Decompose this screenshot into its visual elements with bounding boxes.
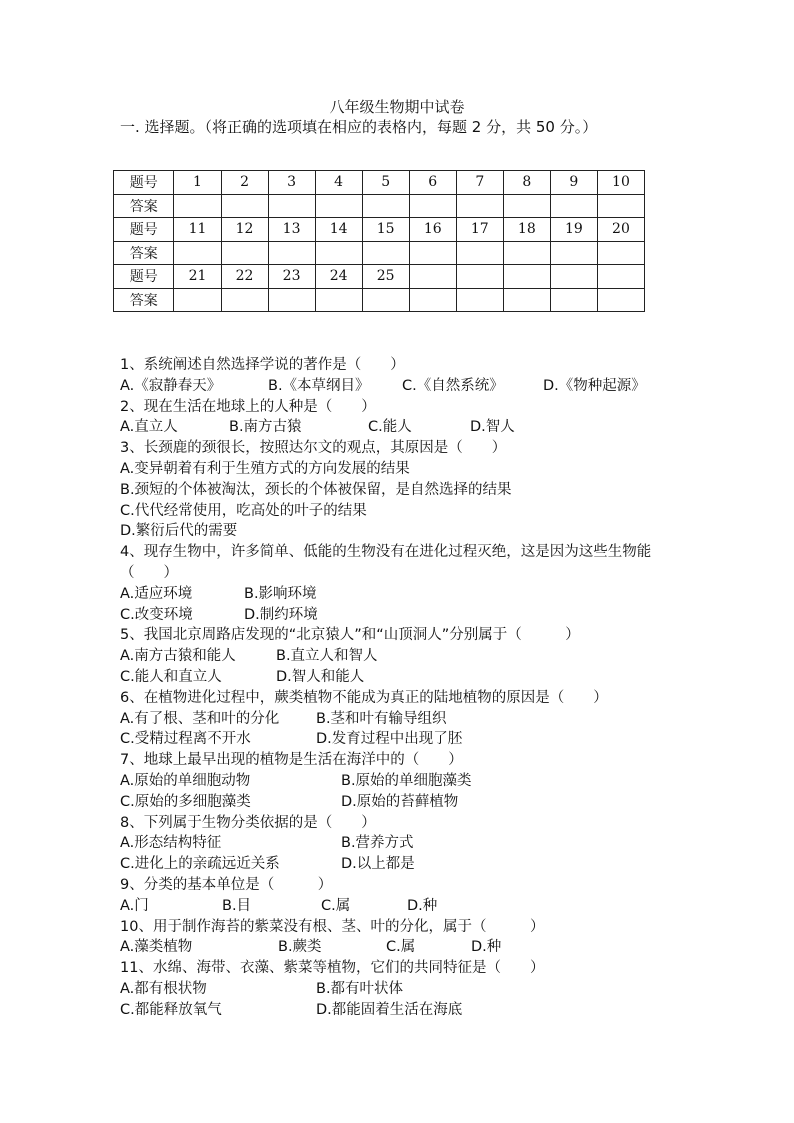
answer-option[interactable]: B.颈短的个体被淘汰，颈长的个体被保留，是自然选择的结果 <box>120 481 512 498</box>
question-number-cell: 6 <box>409 171 456 195</box>
answer-cell[interactable] <box>597 194 644 218</box>
question-number-cell: 14 <box>315 218 362 242</box>
answer-option[interactable]: B.《本草纲目》 <box>268 377 370 394</box>
answer-option[interactable]: C.属 <box>321 897 351 914</box>
answer-option[interactable]: A.都有根状物 <box>120 980 207 997</box>
option-row <box>120 896 700 917</box>
option-row <box>120 605 700 626</box>
answer-cell[interactable] <box>315 241 362 265</box>
question-item <box>120 542 700 625</box>
answer-option[interactable]: C.进化上的亲疏远近关系 <box>120 856 280 873</box>
option-row <box>120 667 700 688</box>
number-row <box>114 171 645 195</box>
answer-option[interactable]: A.有了根、茎和叶的分化 <box>120 710 280 727</box>
question-item <box>120 813 700 875</box>
question-number-cell: 18 <box>503 218 550 242</box>
option-row <box>120 854 700 875</box>
answer-cell[interactable] <box>503 194 550 218</box>
answer-option[interactable]: C.能人 <box>368 419 412 436</box>
question-number-cell <box>550 265 597 289</box>
answer-option[interactable]: D.发育过程中出现了胚 <box>316 731 463 748</box>
answer-cell[interactable] <box>456 194 503 218</box>
question-number-cell <box>409 265 456 289</box>
answer-cell[interactable] <box>503 288 550 312</box>
option-row <box>120 501 700 522</box>
answer-cell[interactable] <box>550 288 597 312</box>
question-stem: 1、系统阐述自然选择学说的著作是（ ） <box>120 357 405 373</box>
answer-cell[interactable] <box>221 194 268 218</box>
number-row <box>114 218 645 242</box>
question-stem: 10、用于制作海苔的紫菜没有根、茎、叶的分化，属于（ ） <box>120 918 545 935</box>
question-item <box>120 625 700 687</box>
question-item <box>120 438 700 542</box>
option-row <box>120 792 700 813</box>
question-number-cell: 4 <box>315 171 362 195</box>
option-row <box>120 1000 700 1021</box>
option-row <box>120 646 700 667</box>
question-number-cell: 7 <box>456 171 503 195</box>
question-number-cell: 10 <box>597 171 644 195</box>
question-list <box>120 355 700 1021</box>
answer-option[interactable]: D.种 <box>407 897 438 914</box>
row-label-answer: 答案 <box>114 194 174 218</box>
option-row <box>120 833 700 854</box>
answer-cell[interactable] <box>456 241 503 265</box>
answer-option[interactable]: A.适应环境 <box>120 585 193 602</box>
question-number-cell: 23 <box>268 265 315 289</box>
question-number-cell: 11 <box>174 218 221 242</box>
answer-option[interactable]: C.《自然系统》 <box>402 377 504 394</box>
answer-option[interactable]: C.改变环境 <box>120 606 193 623</box>
answer-cell[interactable] <box>597 288 644 312</box>
answer-option[interactable]: B.茎和叶有输导组织 <box>316 710 447 727</box>
answer-cell[interactable] <box>315 194 362 218</box>
row-label-answer: 答案 <box>114 241 174 265</box>
question-number-cell <box>503 265 550 289</box>
answer-option[interactable]: A.形态结构特征 <box>120 835 222 852</box>
answer-option[interactable]: D.种 <box>471 939 502 956</box>
answer-option[interactable]: A.门 <box>120 897 149 914</box>
answer-option[interactable]: D.都能固着生活在海底 <box>316 1001 463 1018</box>
question-number-cell: 5 <box>362 171 409 195</box>
answer-option[interactable]: A.直立人 <box>120 419 178 436</box>
answer-table <box>113 170 645 312</box>
answer-cell[interactable] <box>362 241 409 265</box>
question-stem: 3、长颈鹿的颈很长，按照达尔文的观点，其原因是（ ） <box>120 440 507 457</box>
question-number-cell <box>597 265 644 289</box>
answer-cell[interactable] <box>597 241 644 265</box>
answer-option[interactable]: C.能人和直立人 <box>120 668 222 685</box>
question-number-cell: 13 <box>268 218 315 242</box>
question-number-cell: 1 <box>174 171 221 195</box>
exam-title: 八年级生物期中试卷 <box>329 98 465 116</box>
answer-option[interactable]: C.受精过程离不开水 <box>120 731 251 748</box>
option-row <box>120 979 700 1000</box>
answer-cell[interactable] <box>315 288 362 312</box>
question-item <box>120 397 700 439</box>
question-number-cell: 9 <box>550 171 597 195</box>
row-label-answer: 答案 <box>114 288 174 312</box>
section-heading: 一. 选择题。（将正确的选项填在相应的表格内，每题 2 分，共 50 分。） <box>120 118 598 136</box>
answer-cell[interactable] <box>174 241 221 265</box>
answer-option[interactable]: D.以上都是 <box>341 856 415 873</box>
answer-cell[interactable] <box>362 194 409 218</box>
question-stem: 4、现存生物中，许多简单、低能的生物没有在进化过程灭绝，这是因为这些生物能（ ） <box>120 544 652 581</box>
question-number-cell: 20 <box>597 218 644 242</box>
answer-option[interactable]: D.制约环境 <box>244 606 318 623</box>
question-stem: 9、分类的基本单位是（ ） <box>120 876 333 893</box>
question-number-cell: 15 <box>362 218 409 242</box>
answer-option[interactable]: C.原始的多细胞藻类 <box>120 793 251 810</box>
question-item <box>120 917 700 959</box>
option-row <box>120 584 700 605</box>
answer-option[interactable]: C.属 <box>386 939 416 956</box>
answer-option[interactable]: B.营养方式 <box>341 835 414 852</box>
answer-option[interactable]: D.智人 <box>470 419 515 436</box>
question-stem: 7、地球上最早出现的植物是生活在海洋中的（ ） <box>120 752 463 769</box>
question-stem: 2、现在生活在地球上的人种是（ ） <box>120 398 376 415</box>
answer-option[interactable]: B.蕨类 <box>278 939 322 956</box>
option-row <box>120 771 700 792</box>
question-stem: 5、我国北京周路店发现的“北京猿人”和“山顶洞人”分别属于（ ） <box>120 627 580 644</box>
question-number-cell: 2 <box>221 171 268 195</box>
answer-option[interactable]: D.智人和能人 <box>276 668 365 685</box>
answer-option[interactable]: A.藻类植物 <box>120 939 193 956</box>
answer-cell[interactable] <box>174 288 221 312</box>
answer-cell[interactable] <box>550 241 597 265</box>
answer-option[interactable]: D.原始的苔藓植物 <box>341 793 459 810</box>
question-stem: 11、水绵、海带、衣藻、紫菜等植物，它们的共同特征是（ ） <box>120 960 545 977</box>
answer-option[interactable]: C.都能释放氧气 <box>120 1001 222 1018</box>
answer-option[interactable]: D.《物种起源》 <box>543 377 646 394</box>
answer-cell[interactable] <box>221 288 268 312</box>
option-row <box>120 480 700 501</box>
option-row <box>120 459 700 480</box>
option-row <box>120 417 700 438</box>
answer-option[interactable]: B.目 <box>222 897 252 914</box>
answer-row <box>114 241 645 265</box>
answer-cell[interactable] <box>174 194 221 218</box>
row-label-number: 题号 <box>114 171 174 195</box>
answer-cell[interactable] <box>268 194 315 218</box>
question-number-cell: 24 <box>315 265 362 289</box>
answer-cell[interactable] <box>409 241 456 265</box>
option-row <box>120 709 700 730</box>
answer-option[interactable]: A.原始的单细胞动物 <box>120 772 251 789</box>
answer-option[interactable]: B.原始的单细胞藻类 <box>341 772 472 789</box>
question-number-cell: 12 <box>221 218 268 242</box>
answer-cell[interactable] <box>409 194 456 218</box>
answer-cell[interactable] <box>550 194 597 218</box>
answer-cell[interactable] <box>456 288 503 312</box>
answer-cell[interactable] <box>362 288 409 312</box>
question-number-cell: 21 <box>174 265 221 289</box>
question-number-cell: 16 <box>409 218 456 242</box>
answer-cell[interactable] <box>268 288 315 312</box>
question-number-cell: 8 <box>503 171 550 195</box>
answer-option[interactable]: A.变异朝着有利于生殖方式的方向发展的结果 <box>120 460 410 477</box>
question-number-cell: 19 <box>550 218 597 242</box>
number-row <box>114 265 645 289</box>
answer-option[interactable]: B.直立人和智人 <box>276 648 378 665</box>
question-number-cell: 25 <box>362 265 409 289</box>
question-number-cell <box>456 265 503 289</box>
answer-option[interactable]: C.代代经常使用，吃高处的叶子的结果 <box>120 502 367 519</box>
answer-row <box>114 194 645 218</box>
question-item <box>120 958 700 1020</box>
question-number-cell: 3 <box>268 171 315 195</box>
question-item <box>120 875 700 917</box>
row-label-number: 题号 <box>114 218 174 242</box>
answer-cell[interactable] <box>409 288 456 312</box>
answer-option[interactable]: B.南方古猿 <box>229 419 302 436</box>
option-row <box>120 521 700 542</box>
option-row <box>120 937 700 958</box>
answer-option[interactable]: B.都有叶状体 <box>316 980 404 997</box>
answer-option[interactable]: A.南方古猿和能人 <box>120 648 236 665</box>
row-label-number: 题号 <box>114 265 174 289</box>
answer-option[interactable]: A.《寂静春天》 <box>120 377 222 394</box>
question-number-cell: 22 <box>221 265 268 289</box>
answer-cell[interactable] <box>221 241 268 265</box>
answer-cell[interactable] <box>503 241 550 265</box>
question-stem: 8、下列属于生物分类依据的是（ ） <box>120 814 376 831</box>
answer-row <box>114 288 645 312</box>
question-item <box>120 750 700 812</box>
answer-cell[interactable] <box>268 241 315 265</box>
option-row <box>120 376 700 397</box>
option-row <box>120 729 700 750</box>
answer-option[interactable]: B.影响环境 <box>244 585 317 602</box>
question-stem: 6、在植物进化过程中，蕨类植物不能成为真正的陆地植物的原因是（ ） <box>120 689 608 706</box>
question-item <box>120 688 700 750</box>
question-item <box>120 355 700 397</box>
question-number-cell: 17 <box>456 218 503 242</box>
answer-option[interactable]: D.繁衍后代的需要 <box>120 523 238 540</box>
